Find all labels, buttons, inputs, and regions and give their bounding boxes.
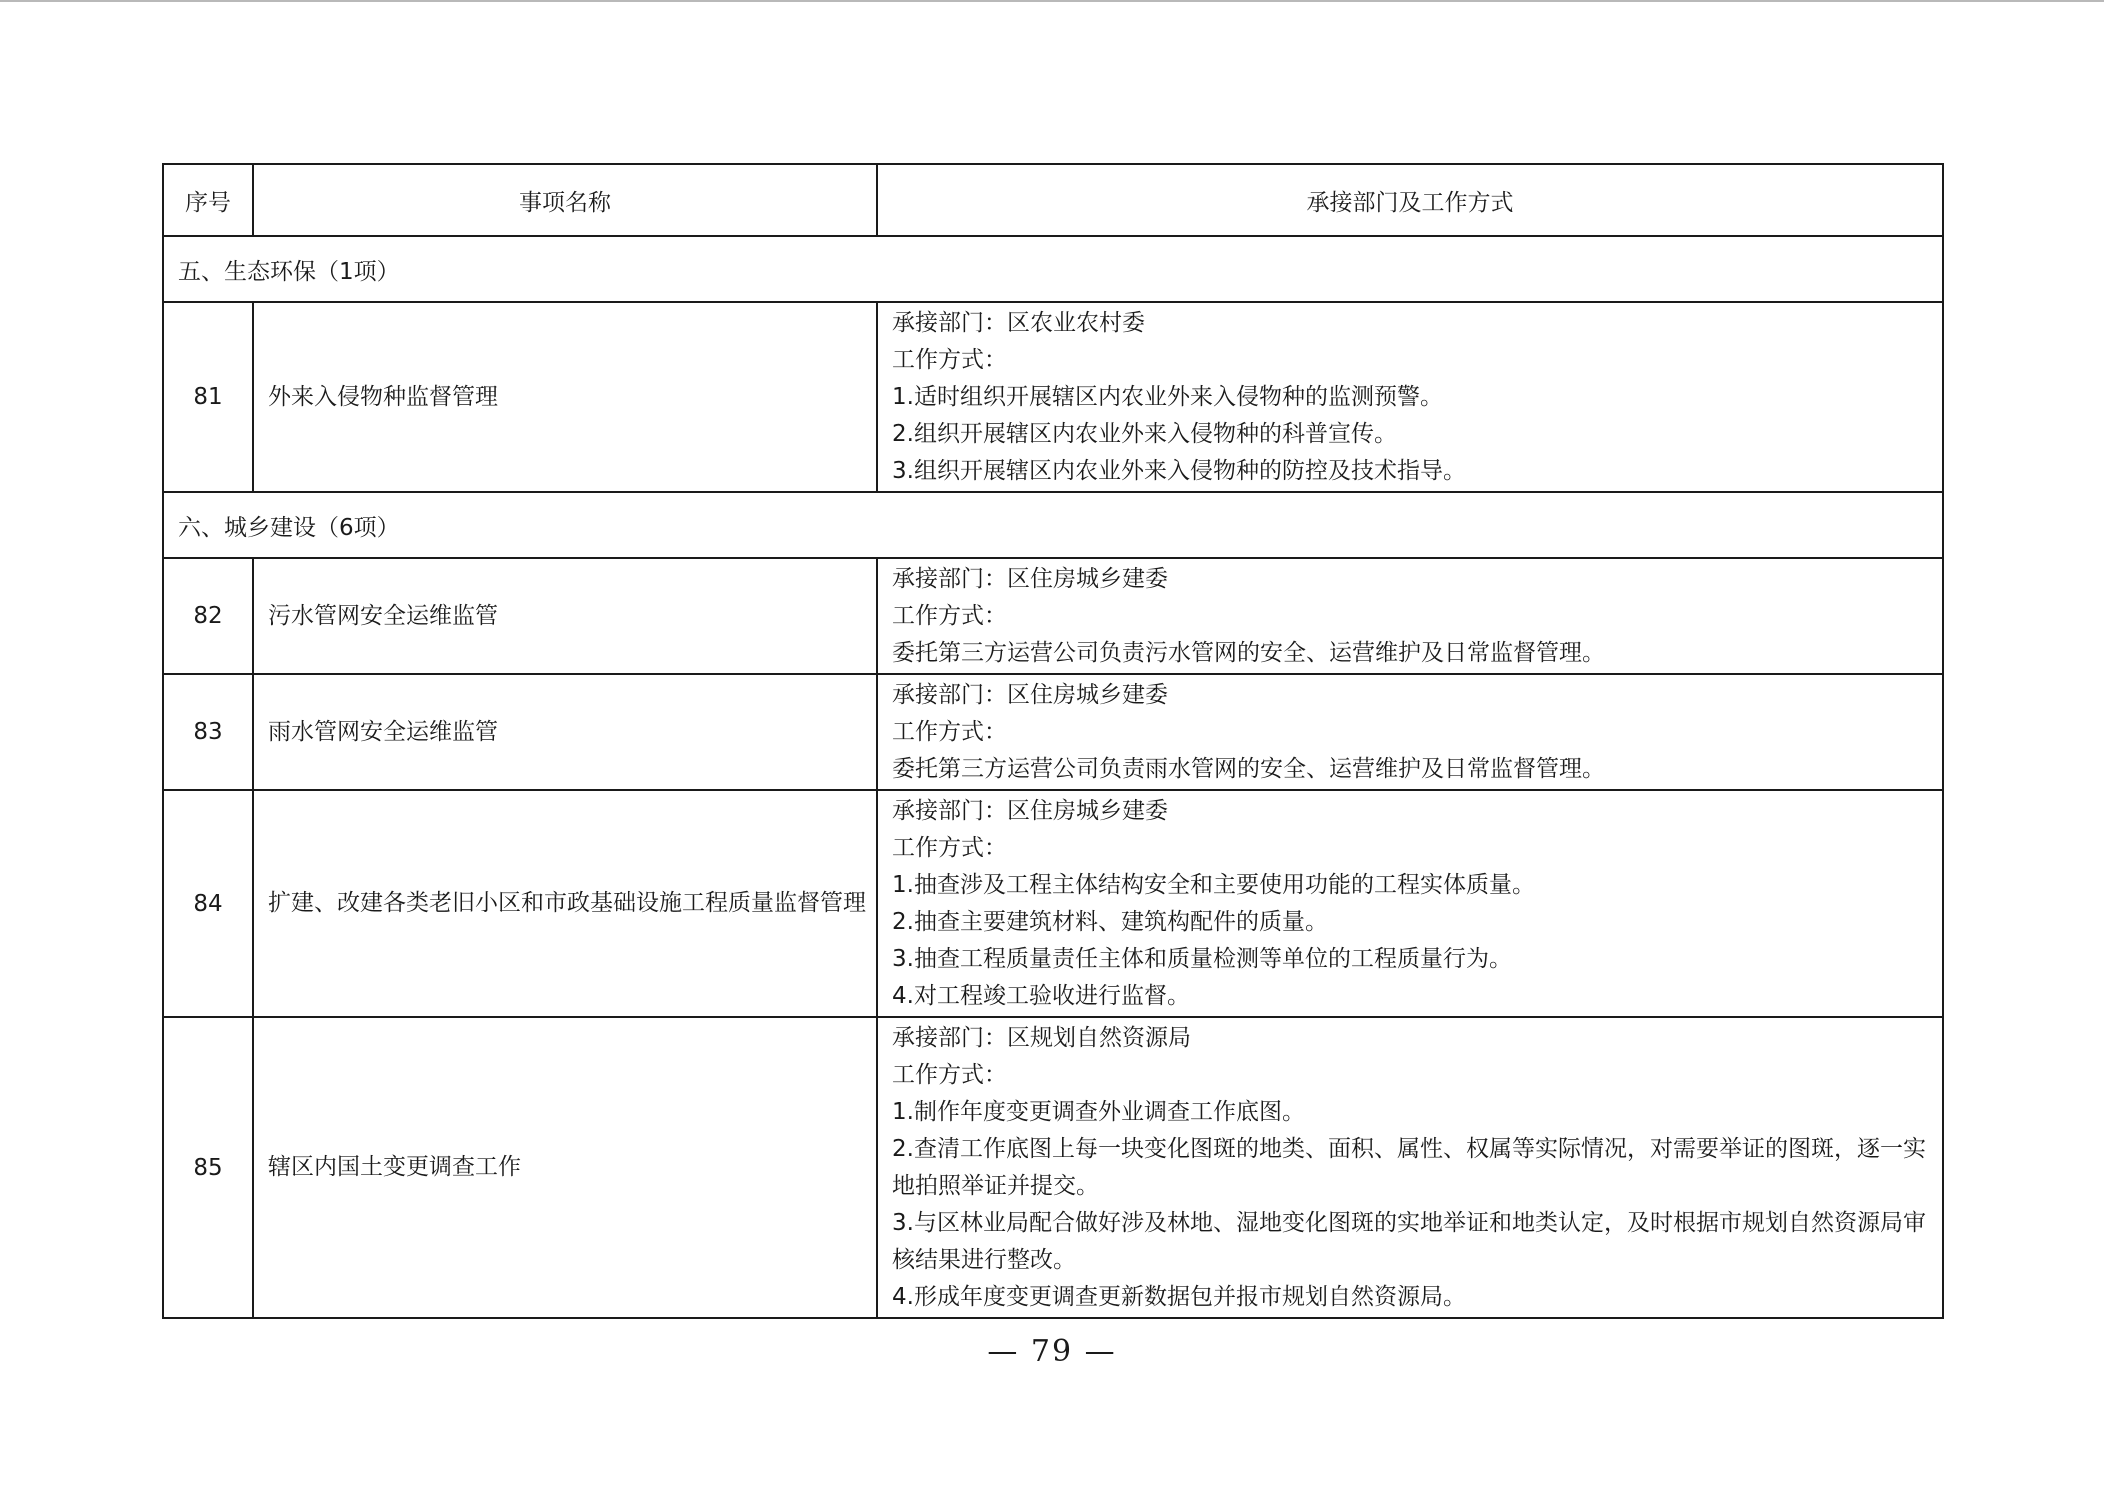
matter-name: 污水管网安全运维监管 (253, 558, 877, 674)
dept-line: 承接部门：区住房城乡建委 (892, 682, 1168, 708)
method-item: 2.组织开展辖区内农业外来入侵物种的科普宣传。 (892, 421, 1397, 447)
dept-line: 承接部门：区农业农村委 (892, 310, 1145, 336)
section-row-urban-rural (163, 492, 1943, 558)
header-no: 序号 (163, 164, 253, 236)
matter-name: 雨水管网安全运维监管 (253, 674, 877, 790)
method-item: 3.与区林业局配合做好涉及林地、湿地变化图斑的实地举证和地类认定，及时根据市规划自然资源局审核结果进行整改。 (892, 1210, 1926, 1273)
method-label: 工作方式： (892, 835, 1007, 861)
method-item: 2.查清工作底图上每一块变化图斑的地类、面积、属性、权属等实际情况，对需要举证的图斑，逐一实地拍照举证并提交。 (892, 1136, 1926, 1199)
table-row (163, 558, 1943, 674)
page-number: — 79 — (987, 1334, 1117, 1369)
section-row-ecology (163, 236, 1943, 302)
dept-and-method (877, 558, 1943, 674)
header-dept: 承接部门及工作方式 (877, 164, 1943, 236)
method-label: 工作方式： (892, 347, 1007, 373)
table-row (163, 1017, 1943, 1318)
table-row (163, 790, 1943, 1017)
dept-line: 承接部门：区规划自然资源局 (892, 1025, 1191, 1051)
method-item: 委托第三方运营公司负责雨水管网的安全、运营维护及日常监督管理。 (892, 756, 1605, 782)
table-row (163, 302, 1943, 492)
dept-and-method (877, 790, 1943, 1017)
method-label: 工作方式： (892, 1062, 1007, 1088)
method-item: 1.抽查涉及工程主体结构安全和主要使用功能的工程实体质量。 (892, 872, 1535, 898)
dept-and-method (877, 1017, 1943, 1318)
method-label: 工作方式： (892, 719, 1007, 745)
matters-table (162, 163, 1944, 1319)
method-item: 3.组织开展辖区内农业外来入侵物种的防控及技术指导。 (892, 458, 1466, 484)
header-name: 事项名称 (253, 164, 877, 236)
row-number: 85 (163, 1017, 253, 1318)
row-number: 81 (163, 302, 253, 492)
dept-and-method (877, 674, 1943, 790)
row-number: 84 (163, 790, 253, 1017)
method-item: 委托第三方运营公司负责污水管网的安全、运营维护及日常监督管理。 (892, 640, 1605, 666)
matter-name: 辖区内国土变更调查工作 (253, 1017, 877, 1318)
method-item: 3.抽查工程质量责任主体和质量检测等单位的工程质量行为。 (892, 946, 1512, 972)
table-row (163, 674, 1943, 790)
dept-line: 承接部门：区住房城乡建委 (892, 566, 1168, 592)
dept-and-method (877, 302, 1943, 492)
method-label: 工作方式： (892, 603, 1007, 629)
row-number: 83 (163, 674, 253, 790)
section-title: 五、生态环保（1项） (163, 236, 1943, 302)
matter-name: 扩建、改建各类老旧小区和市政基础设施工程质量监督管理 (253, 790, 877, 1017)
section-title: 六、城乡建设（6项） (163, 492, 1943, 558)
method-item: 4.形成年度变更调查更新数据包并报市规划自然资源局。 (892, 1284, 1466, 1310)
page-top-rule (0, 0, 2104, 2)
row-number: 82 (163, 558, 253, 674)
table-header-row (163, 164, 1943, 236)
method-item: 2.抽查主要建筑材料、建筑构配件的质量。 (892, 909, 1328, 935)
method-item: 1.制作年度变更调查外业调查工作底图。 (892, 1099, 1305, 1125)
method-item: 4.对工程竣工验收进行监督。 (892, 983, 1190, 1009)
matter-name: 外来入侵物种监督管理 (253, 302, 877, 492)
dept-line: 承接部门：区住房城乡建委 (892, 798, 1168, 824)
method-item: 1.适时组织开展辖区内农业外来入侵物种的监测预警。 (892, 384, 1443, 410)
